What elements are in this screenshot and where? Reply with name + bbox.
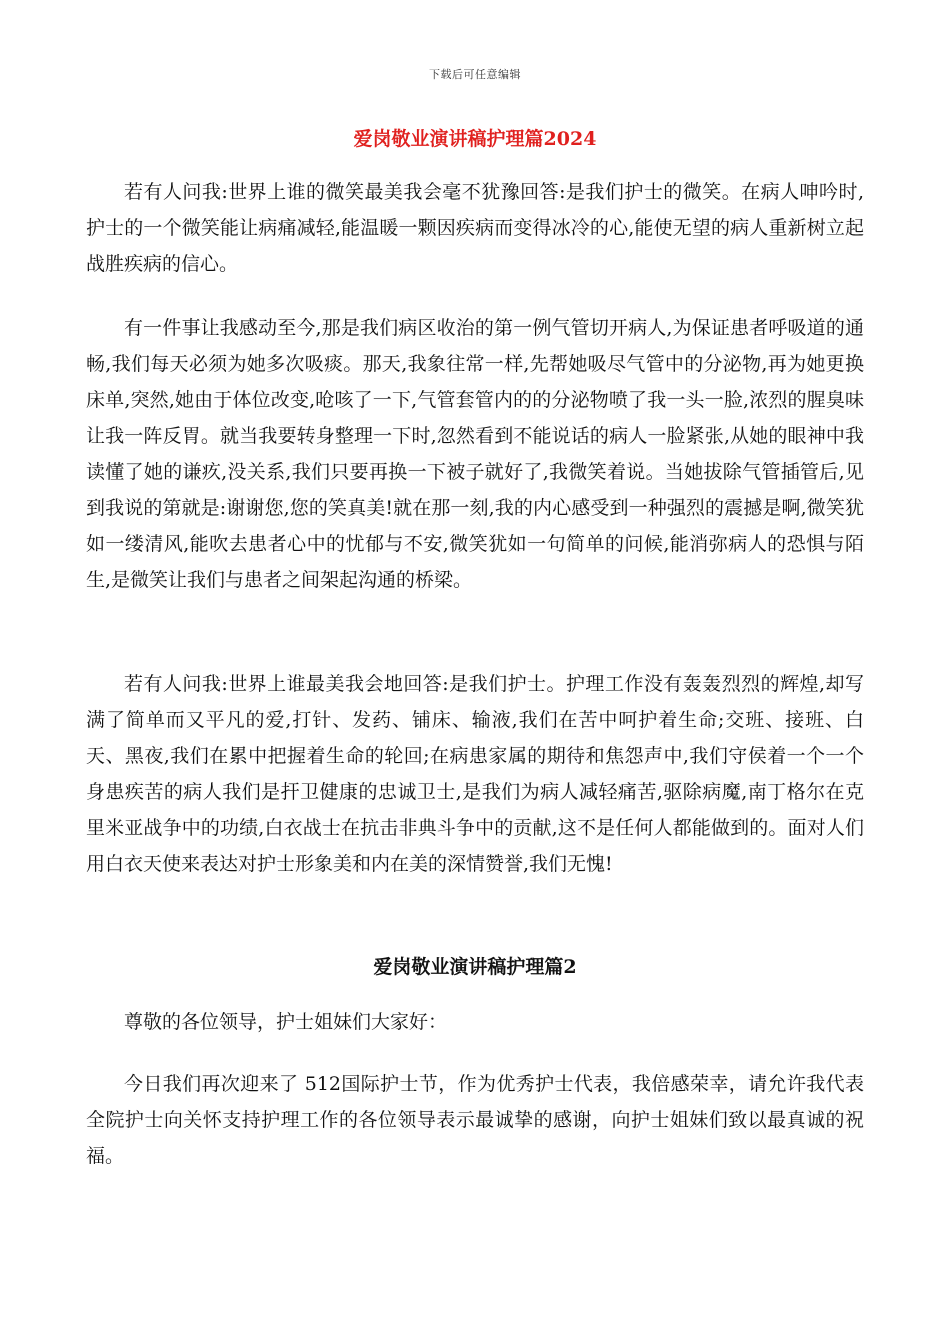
greeting-paragraph — [86, 1004, 864, 1040]
paragraph-text: 有一件事让我感动至今,那是我们病区收治的第一例气管切开病人,为保证患者呼吸道的通畅,我们每天必须为她多次吸痰。那天,我象往常一样,先帮她吸尽气管中的分泌物,再为她更换床单,突然,她由于体位改变,呛咳了一下,气管套管内的的分泌物喷了我一头一脸,浓烈的腥臭味让我一阵反胃。就当我要转身整理一下时,忽然看到不能说话的病人一脸紧张,从她的眼神中我读懂了她的谦疚,没关系,我们只要再换一下被子就好了,我微笑着说。当她拔除气管插管后,见到我说的第就是:谢谢您,您的笑真美!就在那一刻,我的内心感受到一种强烈的震撼是啊,微笑犹如一缕清风,能吹去患者心中的忧郁与不安,微笑犹如一句简单的问候,能消弥病人的恐惧与陌生,是微笑让我们与患者之间架起沟通的桥梁。 — [86, 317, 864, 591]
paragraph-text: 若有人问我:世界上谁的微笑最美我会毫不犹豫回答:是我们护士的微笑。在病人呻吟时,护士的一个微笑能让病痛减轻,能温暖一颗因疾病而变得冰冷的心,能使无望的病人重新树立起战胜疾病的信心。 — [86, 181, 864, 275]
header-note: 下载后可任意编辑 — [429, 68, 521, 81]
paragraph-3 — [86, 666, 864, 882]
paragraph-1 — [86, 174, 864, 282]
document-title: 爱岗敬业演讲稿护理篇2024 — [353, 128, 597, 150]
section-title: 爱岗敬业演讲稿护理篇2 — [373, 956, 577, 978]
paragraph-text: 若有人问我:世界上谁最美我会地回答:是我们护士。护理工作没有轰轰烈烈的辉煌,却写满了简单而又平凡的爱,打针、发药、铺床、输液,我们在苦中呵护着生命;交班、接班、白天、黑夜,我们在累中把握着生命的轮回;在病患家属的期待和焦怨声中,我们守侯着一个一个身患疾苦的病人我们是扞卫健康的忠诚卫士,是我们为病人减轻痛苦,驱除病魔,南丁格尔在克里米亚战争中的功绩,白衣战士在抗击非典斗争中的贡献,这不是任何人都能做到的。面对人们用白衣天使来表达对护士形象美和内在美的深情赞誉,我们无愧! — [86, 673, 864, 875]
paragraph-2 — [86, 310, 864, 598]
paragraph-text: 今日我们再次迎来了 512国际护士节，作为优秀护士代表，我倍感荣幸，请允许我代表全院护士向关怀支持护理工作的各位领导表示最诚挚的感谢，向护士姐妹们致以最真诚的祝福。 — [86, 1073, 864, 1167]
paragraph-5 — [86, 1066, 864, 1174]
paragraph-text: 尊敬的各位领导，护士姐妹们大家好： — [124, 1011, 448, 1033]
